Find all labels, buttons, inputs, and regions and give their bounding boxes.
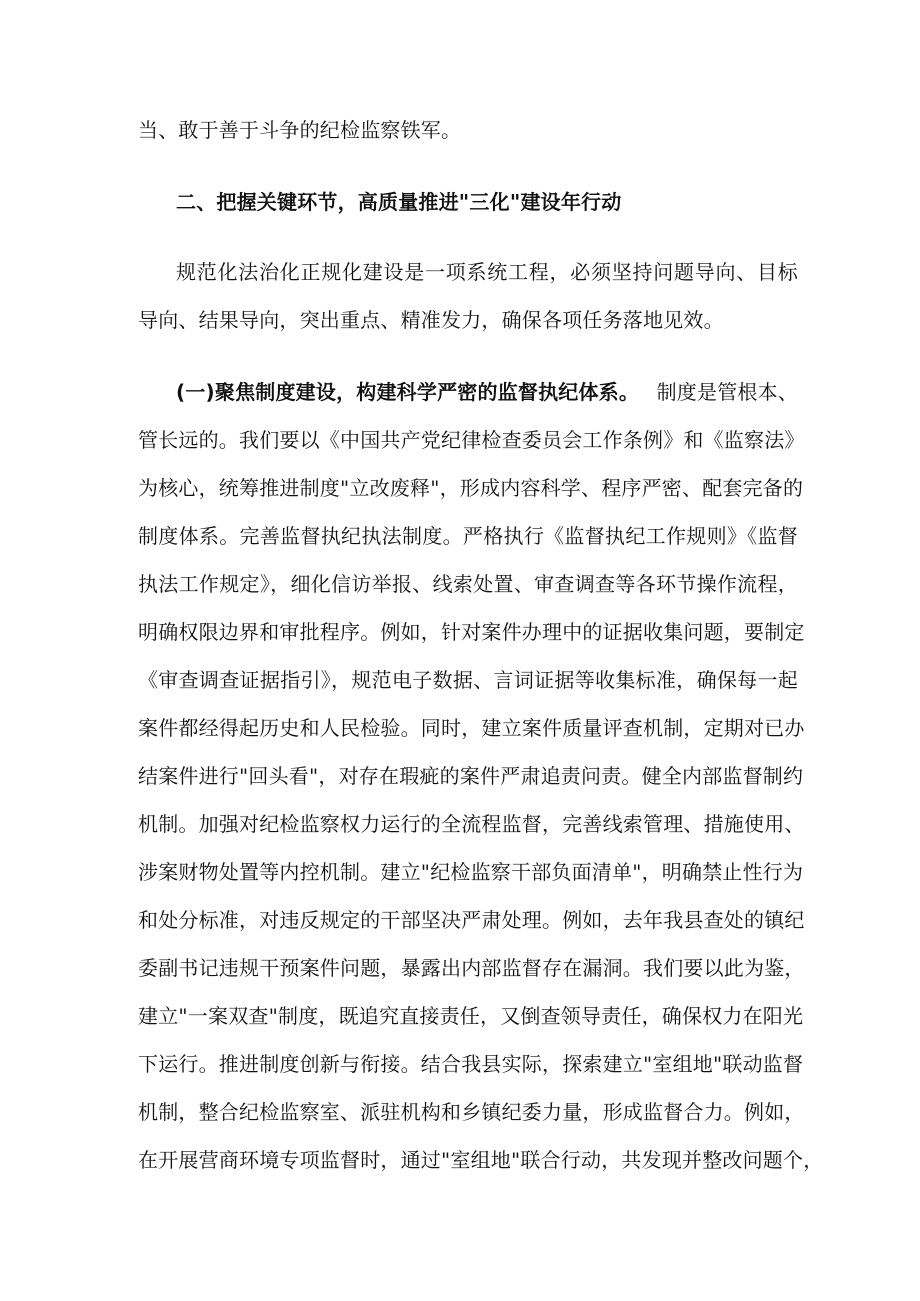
body-line: 管长远的。我们要以《中国共产党纪律检查委员会工作条例》和《监察法》 [138, 428, 805, 452]
body-line: 涉案财物处置等内控机制。建立"纪检监察干部负面清单"，明确禁止性行为 [138, 860, 804, 884]
body-line: 下运行。推进制度创新与衔接。结合我县实际，探索建立"室组地"联动监督 [138, 1052, 804, 1076]
body-line: 机制。加强对纪检监察权力运行的全流程监督，完善线索管理、措施使用、 [138, 812, 805, 836]
body-line: 案件都经得起历史和人民检验。同时，建立案件质量评查机制，定期对已办 [138, 716, 805, 740]
section-heading: 二、把握关键环节，高质量推进"三化"建设年行动 [176, 190, 622, 214]
body-line: 委副书记违规干预案件问题，暴露出内部监督存在漏洞。我们要以此为鉴， [138, 956, 805, 980]
intro-paragraph-line-1: 规范化法治化正规化建设是一项系统工程，必须坚持问题导向、目标 [176, 260, 798, 284]
body-line: 为核心，统筹推进制度"立改废释"，形成内容科学、程序严密、配套完备的 [138, 476, 804, 500]
subsection-opening-text: 制度是管根本、 [656, 380, 798, 404]
body-line: 建立"一案双查"制度，既追究直接责任，又倒查领导责任，确保权力在阳光 [138, 1004, 804, 1028]
body-line: 明确权限边界和审批程序。例如，针对案件办理中的证据收集问题，要制定 [138, 620, 805, 644]
body-line: 和处分标准，对违反规定的干部坚决严肃处理。例如，去年我县查处的镇纪 [138, 908, 805, 932]
body-line: 制度体系。完善监督执纪执法制度。严格执行《监督执纪工作规则》《监督 [138, 524, 798, 548]
body-line: 《审查调查证据指引》，规范电子数据、言词证据等收集标准，确保每一起 [138, 668, 798, 692]
intro-paragraph-line-2: 导向、结果导向，突出重点、精准发力，确保各项任务落地见效。 [138, 308, 724, 332]
subsection-first-line [176, 378, 798, 406]
body-line: 执法工作规定》，细化信访举报、线索处置、审查调查等各环节操作流程， [138, 572, 798, 596]
body-line: 在开展营商环境专项监督时，通过"室组地"联合行动，共发现并整改问题个， [138, 1148, 824, 1172]
body-line: 机制，整合纪检监察室、派驻机构和乡镇纪委力量，形成监督合力。例如， [138, 1100, 805, 1124]
body-line: 结案件进行"回头看"，对存在瑕疵的案件严肃追责问责。健全内部监督制约 [138, 764, 804, 788]
subsection-heading: (一)聚焦制度建设，构建科学严密的监督执纪体系。 [176, 380, 640, 404]
paragraph-continuation-line: 当、敢于善于斗争的纪检监察铁军。 [138, 118, 462, 142]
